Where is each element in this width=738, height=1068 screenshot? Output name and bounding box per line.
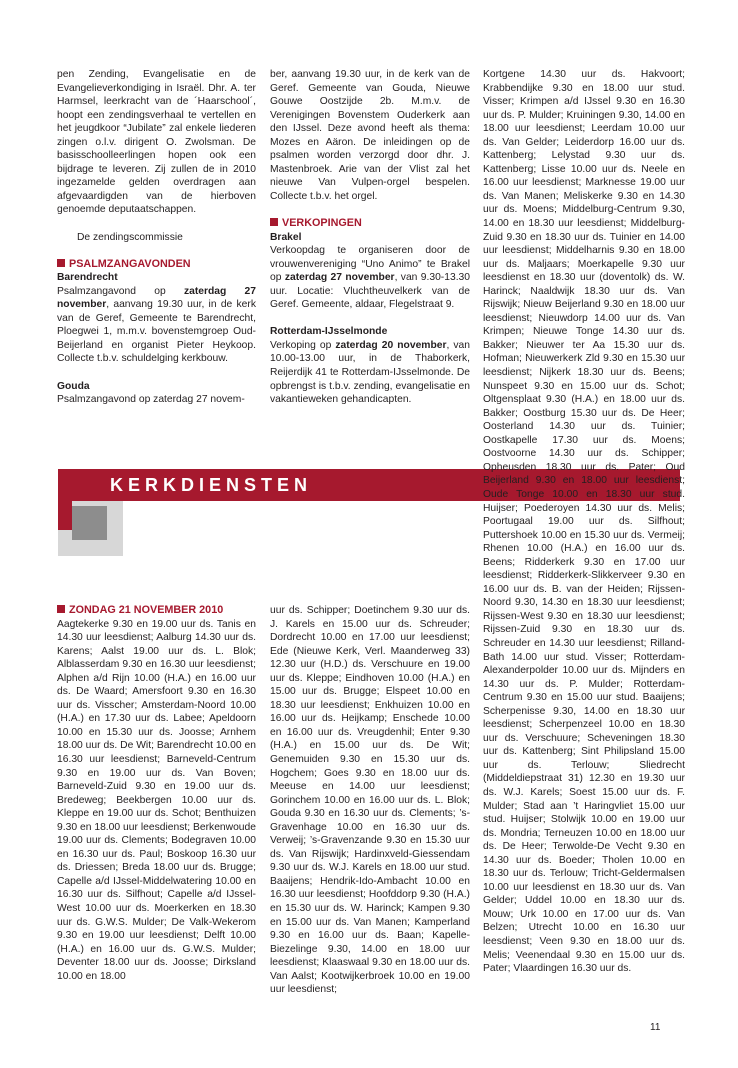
page-number: 11	[650, 1022, 661, 1033]
kerkdiensten-title: KERKDIENSTEN	[110, 475, 313, 495]
square-bullet-icon	[57, 605, 65, 613]
signature: De zendingscommissie	[77, 231, 183, 243]
services-list-2: uur ds. Schipper; Doetinchem 9.30 uur ds. J. Karels en 15.00 uur ds. Schreuder; Dordrecht 10.00 en 17.00 uur leesdienst; Ede (Nieuwe Kerk, Verl. Maanderweg 33) 12.30 uur (H.D.) ds. Verschuure en 19.00 uur ds. Kleppe; Eindhoven 10.00 (H.A.) en 15.00 uur ds. Brugge; Elspeet 10.00 en 18.30 uur leesdienst; Enkhuizen 10.00 en 16.00 uur ds. Heijkamp; Enschede 10.00 en 16.00 uur ds. Vreugdenhil; Enter 9.30 (H.A.) en 15.00 uur ds. De Wit; Genemuiden 9.30 en 15.30 uur ds. Hogchem; Goes 9.30 en 18.00 uur ds. Meeuse en 14.00 uur leesdienst; Gorinchem 10.00 en 16.00 uur ds. L. Blok; Gouda 9.30 en 16.30 uur ds. Clements; ’s-Gravenhage 10.00 en 16.30 uur ds. Verweij; ’s-Gravenzande 9.30 en 15.30 uur ds. Van Rijswijk; Hardinxveld-Giessendam 9.30 uur ds. W.J. Karels en 18.00 uur stud. Baaijens; Hendrik-Ido-Ambacht 10.00 en 16.30 uur leesdienst; Hoofddorp 9.30 (H.A.) en 15.30 uur ds. W. Harinck; Kampen 9.30 en 15.00 uur ds. Van Manen; Kamperland 9.30 en 16.00 uur ds. Baan; Kapelle-Biezelinge 9.30, 14.00 en 18.00 uur leesdienst; Klaaswaal 9.30 en 18.00 uur ds. Van Aalst; Kootwijkerbroek 10.00 en 19.00 uur leesdienst;	[270, 605, 470, 996]
rotterdam-title: Rotterdam-IJsselmonde	[270, 326, 388, 338]
verkopingen-heading: VERKOPINGEN	[270, 217, 470, 231]
square-bullet-icon	[57, 259, 65, 267]
services-list-3: Kortgene 14.30 uur ds. Hakvoort; Krabbendijke 9.30 en 18.00 uur stud. Visser; Krimpen a/d IJssel 9.30 en 16.30 uur ds. P. Mulder; Kruiningen 9.30, 14.00 en 18.00 uur leesdienst; Leerdam 10.00 uur ds. Van Gelder; Leiderdorp 16.00 uur ds. Kattenberg; Lelystad 9.30 uur ds. Kattenberg; Lisse 10.00 uur ds. Neele en 16.00 uur leesdienst; Marknesse 19.00 uur ds. Van Manen; Meliskerke 9.30 en 14.30 uur ds. Moens; Middelburg-Centrum 9.30, 14.00 en 18.30 uur leesdienst; Middelburg-Zuid 9.30 en 18.30 uur ds. Tuinier en 14.00 uur leesdienst; Middelharnis 9.30 en 18.00 uur ds. Maljaars; Moerkapelle 9.30 uur leesdienst en 18.30 uur (doventolk) ds. W. Harinck; Naaldwijk 18.30 uur ds. Van Rijswijk; Nieuw Beijerland 9.30 en 18.00 uur leesdienst; Nieuwdorp 14.00 uur ds. Van Krimpen; Nieuwe Tonge 14.30 uur ds. Bakker; Nieuwer ter Aa 15.30 uur ds. Hofman; Nieuwerkerk Zld 9.30 en 15.30 uur leesdienst; Nijkerk 18.30 uur ds. Beens; Nunspeet 9.30 en 15.00 uur ds. Schot; Oltgensplaat 9.30 (H.A.) en 18.00 uur ds. Bakker; Oostburg 15.30 uur ds. De Heer; Oosterland 14.30 uur ds. Tuinier; Oostkapelle 17.30 uur ds. Moens; Oostvoorne 14.30 uur ds. Schipper; Opheusden 18.30 uur ds. Pater; Oud Beijerland 9.30 en 18.00 uur leesdienst; Oude Tonge 10.00 en 18.30 uur stud. Huijser; Poederoyen 14.30 uur ds. Melis; Poortugaal 19.00 uur ds. Silfhout; Puttershoek 10.00 en 15.30 uur ds. Vermeij; Rhenen 10.00 (H.A.) en 16.00 uur ds. Beens; Ridderkerk 9.30 en 17.00 uur leesdienst; Ridderkerk-Slikkerveer 9.30 en 16.00 uur ds. B. van der Heiden; Rijssen-Noord 9.30, 14.30 en 18.30 uur leesdienst; Rijssen-West 9.30 en 18.30 uur leesdienst; Rijssen-Zuid 9.30 en 18.30 uur ds. Schreuder en 14.30 uur leesdienst; Rilland-Bath 14.00 uur stud. Visser; Rotterdam-Alexanderpolder 10.00 uur ds. Mijnders en 14.30 uur ds. P. Mulder; Rotterdam-Centrum 9.30 en 15.00 uur stud. Baaijens; Scherpenisse 9.30, 14.00 en 18.30 uur leesdienst; Scherpenzeel 10.00 en 18.30 uur ds. Verschuure; Scheveningen 18.30 uur ds. Kattenberg; Sint Philipsland 15.00 uur ds. Terlouw; Sliedrecht (Middeldiepstraat 31) 12.30 en 19.30 uur ds. W.J. Karels; Soest 15.00 uur ds. F. Mulder; Stad aan ’t Haringvliet 15.00 uur stud. Huijser; Stolwijk 10.00 en 19.00 uur ds. Mondria; Terneuzen 10.00 en 18.00 uur ds. De Heer; Terwolde-De Vecht 9.30 en 14.30 uur ds. Boeder; Tholen 10.00 en 18.30 uur ds. Terlouw; Tricht-Geldermalsen 10.00 uur leesdienst en 18.30 uur ds. Van Gelder; Uddel 10.00 en 18.30 uur ds. Mouw; Urk 10.00 en 17.00 uur ds. Van Belzen; Utrecht 10.00 en 16.30 uur leesdienst; Veen 9.30 en 18.00 uur ds. Melis; Veenendaal 9.30 en 15.00 uur ds. Pater; Vlaardingen 16.30 uur ds.	[483, 69, 685, 975]
column-3	[483, 68, 685, 976]
services-list-1: Aagtekerke 9.30 en 19.00 uur ds. Tanis en 14.30 uur leesdienst; Aalburg 14.30 uur ds. Karens; Aalst 19.00 uur ds. L. Blok; Alblasserdam 9.30 en 16.30 uur leesdienst; Alphen a/d Rijn 10.00 (H.A.) en 16.00 uur ds. De Waard; Amersfoort 9.30 en 16.30 uur ds. Visscher; Amsterdam-Noord 10.00 (H.A.) en 17.30 uur ds. Labee; Apeldoorn 10.00 en 15.30 uur ds. Joosse; Arnhem 18.00 uur ds. De Wit; Barendrecht 10.00 en 16.30 uur leesdienst; Barneveld-Centrum 9.30 en 19.00 uur ds. Van Boven; Barneveld-Zuid 9.30 en 19.00 uur ds. Bredeweg; Beekbergen 10.00 uur ds. Kleppe en 19.00 uur ds. Schot; Benthuizen 9.30 en 18.00 uur leesdienst; Berkenwoude 19.00 uur ds. Clements; Bodegraven 10.00 en 16.30 uur ds. Paul; Boskoop 16.30 uur ds. Driessen; Breda 18.00 uur ds. Brugge; Capelle a/d IJssel-Middelwatering 10.00 en 16.30 uur ds. Silfhout; Capelle a/d IJssel-West 10.00 uur ds. Moerkerken en 18.30 uur ds. G.W.S. Mulder; De Valk-Wekerom 9.30 en 19.00 uur leesdienst; Delft 10.00 (H.A.) en 16.00 uur ds. G.W.S. Mulder; Deventer 18.00 uur ds. Joosse; Dirksland 10.00 en 18.00	[57, 618, 256, 982]
barendrecht-text: Psalmzangavond op zaterdag 27 november, aanvang 19.30 uur, in de kerk van de Geref, Gemeente te Barendrecht, Ploegwei 1, m.m.v. bovenstemgroep Oud-Beijerland en organist Pieter Heykoop. Collecte t.b.v. schuldelging kerkbouw.	[57, 285, 256, 365]
gouda-title: Gouda	[57, 380, 90, 392]
column-1-bottom	[57, 604, 256, 983]
square-bullet-icon	[270, 218, 278, 226]
psalmzangavonden-heading: PSALMZANGAVONDEN	[57, 258, 256, 272]
gouda-continuation: ber, aanvang 19.30 uur, in de kerk van de Geref. Gemeente van Gouda, Nieuwe Gouwe Oostzijde 2b. M.m.v. de Verenigingen Bovenstem Ouderkerk aan den IJssel. Deze avond heeft als thema: Mozes en Aäron. De inleidingen op de psalmen worden verzorgd door dhr. J. Mastenbroek. Arie van der Vlist zal het nieuwe Van Vulpen-orgel bespelen. Collecte t.b.v. het orgel.	[270, 69, 470, 202]
banner-decoration-red	[58, 501, 72, 530]
zending-intro-paragraph: pen Zending, Evangelisatie en de Evangelieverkondiging in Israël. Dhr. A. ter Harmsel, leerkracht van de ´Haarschool´, hoopt een zendingsverhaal te vertellen en het jeugdkoor “Jubilate” zal enkele liederen zingen o.l.v. dirigent O. Zwolsman. De basisschoolleerlingen hopen ook een bijdrage te leveren. Zij zullen de in 2010 ingezamelde gelden overdragen aan afgevaardigden van de hierboven genoemde deputaatschappen.	[57, 69, 256, 216]
brakel-text: Verkoopdag te organiseren door de vrouwenvereniging “Uno Animo” te Brakel op zaterdag 27 november, van 9.30-13.30 uur. Locatie: Vluchtheuvelkerk van de Geref. Gemeente, aldaar, Flegelstraat 9.	[270, 245, 471, 311]
barendrecht-title: Barendrecht	[57, 272, 118, 284]
brakel-title: Brakel	[270, 231, 302, 243]
banner-decoration-dark	[72, 506, 107, 540]
column-2-bottom	[270, 604, 470, 997]
column-2-top	[270, 68, 470, 407]
gouda-text: Psalmzangavond op zaterdag 27 novem-	[57, 394, 245, 406]
rotterdam-text: Verkoping op zaterdag 20 november, van 10.00-13.00 uur, in de Thaborkerk, Reijerdijk 41 te Rotterdam-IJsselmonde. De opbrengst is t.b.v. zending, evangelisatie en vakantieweken gehandicapten.	[270, 339, 470, 406]
column-1-top	[57, 68, 256, 407]
zondag-heading: ZONDAG 21 NOVEMBER 2010	[57, 604, 256, 618]
